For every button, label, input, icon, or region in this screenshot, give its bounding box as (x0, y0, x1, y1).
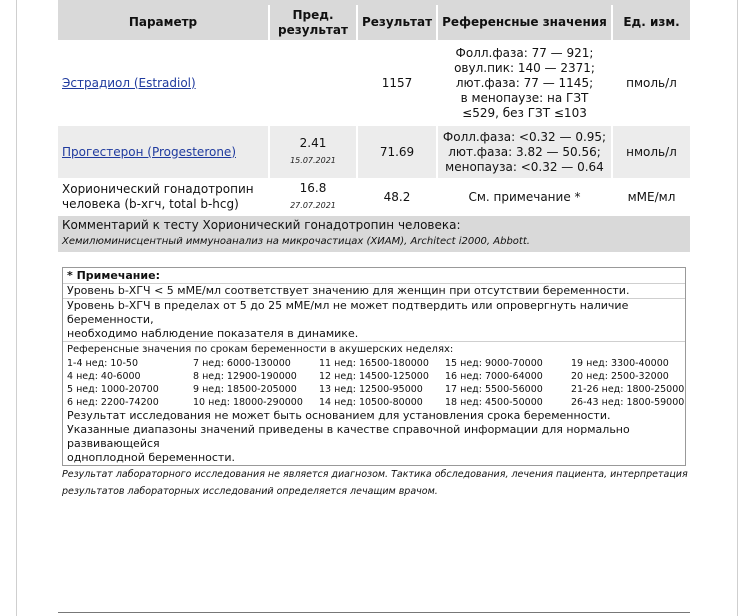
note-line-4: Результат исследования не может быть основанием для установления срока беременности. (67, 409, 611, 422)
estradiol-link[interactable]: Эстрадиол (Estradiol) (62, 75, 196, 90)
note-line-1: Уровень b-ХГЧ < 5 мМЕ/мл соответствует значению для женщин при отсутствии беременности. (63, 284, 685, 299)
note-block-2 (63, 299, 685, 342)
weeks-row: 6 нед: 2200-74200 10 нед: 18000-290000 14 нед: 10500-80000 18 нед: 4500-50000 26-43 нед: 1800-59000 (67, 397, 685, 408)
comment-title: Комментарий к тесту Хорионический гонадотропин человека: (62, 218, 461, 232)
hcg-prev-value: 16.8 (299, 181, 327, 195)
header-result: Результат (357, 5, 437, 40)
estradiol-units: пмоль/л (626, 75, 677, 90)
page-left-edge (16, 0, 17, 616)
table-row-progesterone (58, 126, 690, 178)
note-line-5: Указанные диапазоны значений приведены в качестве справочной информации для нормально развивающейся (67, 423, 630, 450)
note-line-3: необходимо наблюдение показателя в динамике. (67, 327, 359, 340)
disclaimer (62, 466, 692, 500)
note-line-2: Уровень b-ХГЧ в пределах от 5 до 25 мМЕ/мл не может подтвердить или опровергнуть наличие беременности, (67, 299, 629, 326)
estradiol-result: 1157 (357, 40, 437, 126)
weeks-table (67, 357, 683, 409)
hcg-comment (58, 216, 690, 252)
bottom-rule (58, 612, 690, 613)
note-box (62, 267, 686, 466)
progesterone-prev-date: 15.07.2021 (290, 156, 336, 165)
estradiol-reference: Фолл.фаза: 77 — 921; овул.пик: 140 — 2371; лют.фаза: 77 — 1145; в менопаузе: на ГЗТ ≤529, без ГЗТ ≤103 (437, 40, 612, 126)
disclaimer-line-1: Результат лабораторного исследования не является диагнозом. Тактика обследования, лечения пациента, интерпретация (62, 469, 688, 480)
header-prev-result: Пред. результат (269, 5, 357, 40)
table-row-hcg (58, 178, 690, 216)
results-table (58, 5, 690, 252)
progesterone-reference: Фолл.фаза: <0.32 — 0.95; лют.фаза: 3.82 — 50.56; менопауза: <0.32 — 0.64 (437, 126, 612, 178)
weeks-row: 5 нед: 1000-20700 9 нед: 18500-205000 13 нед: 12500-95000 17 нед: 5500-56000 21-26 нед: 1800-25000 (67, 384, 685, 395)
page-right-edge (737, 0, 738, 616)
header-units: Ед. изм. (612, 5, 690, 40)
hcg-result: 48.2 (357, 178, 437, 216)
hcg-reference: См. примечание * (437, 178, 612, 216)
weeks-heading: Референсные значения по срокам беременности в акушерских неделях: (67, 344, 454, 355)
comment-text: Хемилюминисцентный иммуноанализ на микрочастицах (ХИАМ), Architect i2000, Abbott. (62, 236, 530, 247)
table-header-row (58, 5, 690, 40)
note-line-6: одноплодной беременности. (67, 451, 235, 464)
hcg-units: мМЕ/мл (627, 189, 676, 204)
progesterone-units: нмоль/л (612, 126, 690, 178)
estradiol-prev (269, 40, 357, 126)
note-title: * Примечание: (63, 268, 685, 284)
progesterone-result: 71.69 (357, 126, 437, 178)
header-param: Параметр (58, 5, 269, 40)
weeks-row: 4 нед: 40-6000 8 нед: 12900-190000 12 нед: 14500-125000 16 нед: 7000-64000 20 нед: 2500-32000 (67, 371, 669, 382)
table-row-estradiol (58, 40, 690, 126)
disclaimer-line-2: результатов лабораторных исследований определяется лечащим врачом. (62, 486, 438, 497)
hcg-prev (269, 178, 357, 216)
hcg-comment-row (58, 216, 690, 252)
weeks-row: 1-4 нед: 10-50 7 нед: 6000-130000 11 нед: 16500-180000 15 нед: 9000-70000 19 нед: 3300-40000 (67, 358, 669, 369)
progesterone-prev (269, 126, 357, 178)
note-block-grid (63, 343, 685, 465)
progesterone-link[interactable]: Прогестерон (Progesterone) (62, 144, 236, 159)
hcg-name: Хорионический гонадотропин человека (b-хгч, total b-hcg) (58, 178, 269, 216)
progesterone-prev-value: 2.41 (299, 136, 327, 150)
header-reference: Референсные значения (437, 5, 612, 40)
hcg-prev-date: 27.07.2021 (290, 201, 336, 210)
